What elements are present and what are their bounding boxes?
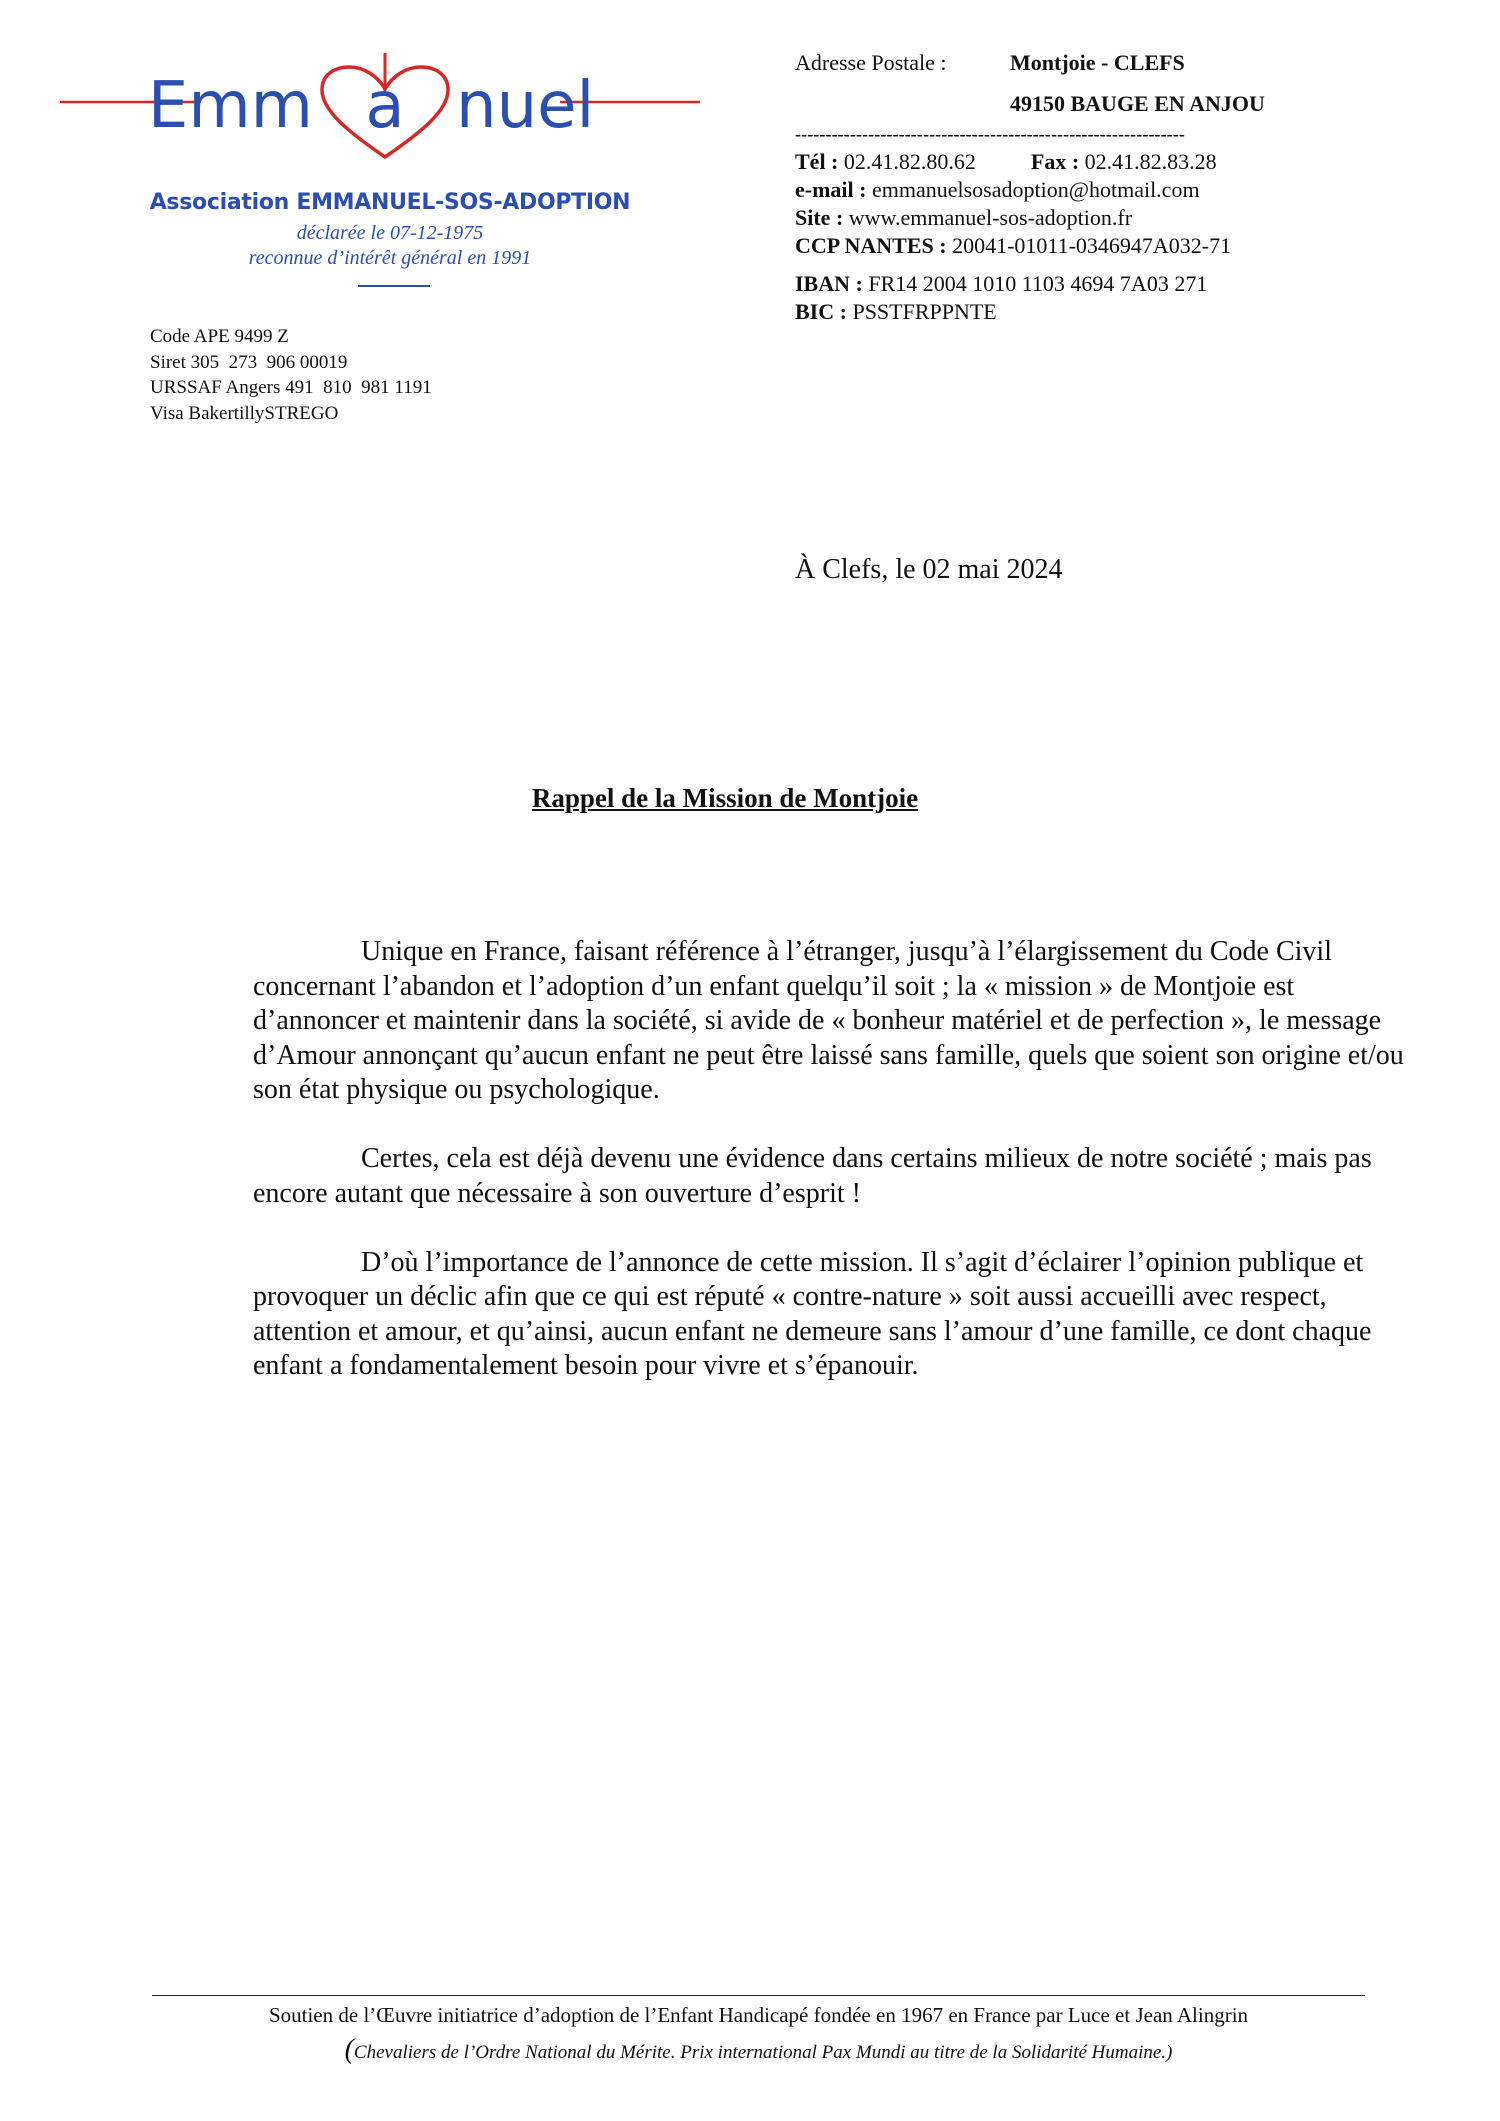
letter-body <box>253 935 1423 1418</box>
footer-main-text: Soutien de l’Œuvre initiatrice d’adoption de l’Enfant Handicapé fondée en 1967 en France par Luce et Jean Alingrin <box>268 2003 1249 2027</box>
ccp-value: 20041-01011-0346947A032-71 <box>952 233 1232 258</box>
organization-declared-date: déclarée le 07-12-1975 <box>296 222 484 244</box>
emmanuel-logo <box>60 45 720 165</box>
code-ape: Code APE 9499 Z <box>150 326 289 347</box>
body-paragraph-2: Certes, cela est déjà devenu une évidence dans certains milieux de notre société ; mais pas encore autant que nécessaire à son ouverture d’esprit ! <box>253 1143 1372 1209</box>
fax-label: Fax : <box>1030 149 1080 174</box>
fax-value: 02.41.82.83.28 <box>1084 149 1217 174</box>
urssaf: URSSAF Angers 491 810 981 1191 <box>150 377 432 398</box>
ccp-row <box>795 232 1231 260</box>
site-label: Site : <box>795 205 844 230</box>
legal-identifiers <box>150 324 432 426</box>
organization-name: Association EMMANUEL-SOS-ADOPTION <box>149 190 631 215</box>
postal-line-1: Montjoie - CLEFS <box>1010 50 1185 75</box>
organization-divider <box>358 285 430 287</box>
iban-label: IBAN : <box>795 271 863 296</box>
footer-open-paren: ( <box>344 2034 354 2065</box>
tel-label: Tél : <box>795 149 839 174</box>
bank-details <box>795 270 1207 326</box>
logo-letter-a: a <box>365 69 405 143</box>
site-row <box>795 204 1231 232</box>
logo-wordmark-right: nuel <box>456 69 595 143</box>
email-row <box>795 176 1231 204</box>
site-value[interactable]: www.emmanuel-sos-adoption.fr <box>848 205 1133 230</box>
iban-row <box>795 270 1207 298</box>
body-paragraph-3: D’où l’importance de l’annonce de cette mission. Il s’agit d’éclairer l’opinion publique et provoquer un déclic afin que ce qui est réputé « contre-nature » soit aussi accueilli avec respect, attention et amour, et qu’ainsi, aucun enfant ne demeure sans l’amour d’une famille, ce dont chaque enfant a fondamentalement besoin pour vivre et s’épanouir. <box>253 1246 1372 1381</box>
email-label: e-mail : <box>795 177 867 202</box>
footer-sub-text <box>0 2034 1500 2066</box>
footer-honors: Chevaliers de l’Ordre National du Mérite. Prix international Pax Mundi au titre de la Solidarité Humaine.) <box>353 2042 1173 2063</box>
phone-fax-row <box>795 148 1231 176</box>
visa: Visa BakertillySTREGO <box>150 402 339 424</box>
bic-row <box>795 298 1207 326</box>
body-paragraph-1: Unique en France, faisant référence à l’étranger, jusqu’à l’élargissement du Code Civil concernant l’abandon et l’adoption d’un enfant quelqu’il soit ; la « mission » de Montjoie est d’annoncer et maintenir dans la société, si avide de « bonheur matériel et de perfection », le message d’Amour annonçant qu’aucun enfant ne peut être laissé sans famille, quels que soient son origine et/ou son état physique ou psychologique. <box>253 936 1404 1105</box>
ccp-label: CCP NANTES : <box>795 233 947 258</box>
bic-label: BIC : <box>795 299 847 324</box>
email-value[interactable]: emmanuelsosadoption@hotmail.com <box>871 177 1200 202</box>
postal-label: Adresse Postale : <box>795 50 947 75</box>
letter-title: Rappel de la Mission de Montjoie <box>531 783 919 813</box>
postal-separator: ---------------------------------------------------------------- <box>795 124 1186 144</box>
letter-date: À Clefs, le 02 mai 2024 <box>795 554 1063 585</box>
bic-value: PSSTFRPPNTE <box>852 299 997 324</box>
tel-value: 02.41.82.80.62 <box>843 149 976 174</box>
contact-block <box>795 148 1231 260</box>
iban-value: FR14 2004 1010 1103 4694 7A03 271 <box>868 271 1208 296</box>
siret: Siret 305 273 906 00019 <box>150 351 348 373</box>
postal-line-2: 49150 BAUGE EN ANJOU <box>1010 91 1265 116</box>
organization-recognition: reconnue d’intérêt général en 1991 <box>248 247 532 269</box>
logo-wordmark-left: Emm <box>147 69 313 143</box>
footer-divider <box>152 1995 1365 1996</box>
